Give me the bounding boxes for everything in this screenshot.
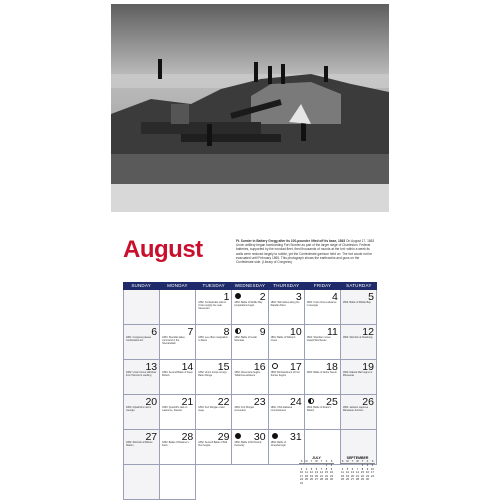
weekday-label: THURSDAY [273,283,300,288]
history-note: 1861: Battle of Wilson's Creek [270,336,296,342]
day-number: 18 [326,361,338,373]
mini-day: 6 [315,467,318,471]
month-title: August [123,236,203,263]
mini-weekday-label: S [300,460,303,463]
history-note: 1864: Battle of Globe Tavern [306,371,337,374]
mini-day: 21 [356,474,359,478]
day-notes [271,441,302,448]
mini-day: 28 [356,478,359,482]
day-cell [269,395,305,430]
day-cell [124,360,160,395]
day-cell [341,325,377,360]
mini-day: 11 [305,471,308,475]
day-number: 23 [253,396,266,408]
history-note: 1862: Union forces withdraw from Harrison's Landing [126,371,157,377]
moon-phase-icon [272,433,278,439]
mini-day: 30 [330,478,333,482]
empty-day-cell [160,290,196,325]
mini-day: 26 [346,478,349,482]
day-cell [196,360,232,395]
caption-title: Ft. Sumter in Battery Gregg after its 100-pounder lifted off its base, 1863 [236,239,346,243]
mini-day: 12 [310,471,313,475]
mini-calendars [299,456,375,494]
history-note: 1862: Battle of Richmond, Kentucky [234,441,262,447]
day-cell [232,430,268,465]
day-cell [232,395,268,430]
day-number: 29 [217,431,230,443]
empty-day-cell [124,290,160,325]
day-notes [307,406,338,413]
history-note: 1864: Second Battle of Deep Bottom [162,371,193,377]
mini-day: 28 [320,478,323,482]
day-number: 16 [253,361,266,373]
day-number: 20 [145,396,158,408]
day-cell [232,290,268,325]
mini-calendar-title: JULY [312,456,321,460]
mini-day: 24 [371,474,374,478]
mini-day: 20 [351,474,354,478]
weekday-label: SUNDAY [131,283,151,288]
moon-phase-icon [235,433,241,439]
day-number: 30 [253,431,266,443]
moon-phase-icon [235,328,241,334]
day-notes [126,371,157,378]
caption-credit: (Library of Congress) [262,260,292,265]
day-notes [307,371,338,375]
day-notes [234,371,265,378]
mini-day: 30 [366,478,369,482]
mini-day: 16 [366,471,369,475]
day-notes [343,406,374,413]
mini-day: 9 [330,467,333,471]
mini-weekday-label: M [346,460,349,463]
day-notes [343,301,374,305]
empty-day-cell [160,465,196,500]
day-number: 8 [223,326,230,338]
day-cell [160,430,196,465]
history-note: 1862: Battle of Cedar Mountain [234,336,258,342]
day-number: 2 [259,291,266,303]
photo-caption [236,239,376,264]
mini-day-grid [299,464,334,486]
history-note: 1864: Battle of Mobile Bay [342,301,371,304]
day-notes [126,406,157,413]
day-notes [162,406,193,413]
mini-day: 14 [356,471,359,475]
mini-day: 3 [371,464,374,467]
mini-weekday-label: F [325,460,328,463]
day-number: 7 [187,326,194,338]
day-notes [126,336,157,343]
history-note: 1864: Battle of Mobile Bay preparations begin [234,301,263,307]
day-cell [232,325,268,360]
day-number: 13 [145,361,158,373]
day-notes [198,406,229,413]
history-note: 1864: Fort Morgan under siege [198,406,225,412]
history-note: 1863: Rosecrans begins Tullahoma advance [234,371,261,377]
moon-phase-icon [308,398,314,404]
history-note: 1862: Jackson captures Manassas Junction [342,406,369,412]
day-cell [341,395,377,430]
day-notes [271,371,302,378]
day-number: 28 [181,431,194,443]
weekday-label: WEDNESDAY [234,283,266,288]
history-note: 1864: Battle of Ream's Station [306,406,331,412]
mini-calendar-title: SEPTEMBER [346,456,369,460]
historical-photo [111,4,389,212]
day-notes [198,336,229,343]
weekday-label: TUESDAY [202,283,225,288]
mini-day: 23 [330,474,333,478]
mini-day: 31 [300,481,303,485]
day-notes [198,371,229,378]
day-cell [341,290,377,325]
day-notes [343,336,374,340]
mini-day: 17 [300,474,303,478]
mini-weekday-label: S [371,460,374,463]
mini-day-grid [340,464,375,482]
mini-weekday-label: S [341,460,344,463]
day-notes [198,301,229,311]
mini-day: 13 [315,471,318,475]
empty-day-cell [124,465,160,500]
civil-war-fort-photo [111,4,389,212]
mini-day: 19 [346,474,349,478]
history-note: 1864: Skirmish at Strasburg [342,336,373,339]
day-notes [271,336,302,343]
day-notes [234,301,265,308]
day-notes [234,406,265,413]
day-cell [124,395,160,430]
mini-weekday-label: W [315,460,318,463]
mini-day: 9 [366,467,369,471]
history-note: 1862: Battle of Brawner's Farm [162,441,189,447]
weekday-label: FRIDAY [313,283,332,288]
day-cell [160,395,196,430]
day-cell [341,360,377,395]
mini-day: 19 [310,474,313,478]
day-number: 15 [217,361,230,373]
day-cell [305,395,341,430]
mini-weekday-label: T [310,460,313,463]
mini-day: 23 [366,474,369,478]
day-cell [160,325,196,360]
mini-day: 3 [300,467,303,471]
history-note: 1864: Union forces advance in Georgia [306,301,337,307]
mini-weekday-label: F [366,460,369,463]
day-cell [269,325,305,360]
history-note: 1862: Dakota War begins in Minnesota [342,371,373,377]
day-notes [271,406,302,413]
day-notes [234,336,265,343]
day-number: 22 [217,396,230,408]
mini-day: 8 [361,467,364,471]
mini-day: 5 [346,467,349,471]
day-notes [162,371,193,378]
history-note: 1864: Sheridan takes command in the Shenandoah [162,336,185,345]
day-notes [307,301,338,308]
mini-day: 27 [315,478,318,482]
mini-day: 29 [325,478,328,482]
day-cell [160,360,196,395]
mini-weekday-label: W [356,460,359,463]
day-cell [196,395,232,430]
day-notes [198,441,229,448]
mini-day: 11 [341,471,344,475]
mini-day: 4 [341,467,344,471]
day-number: 12 [362,326,374,338]
day-number: 27 [145,431,158,443]
day-cell [196,325,232,360]
mini-day: 16 [330,471,333,475]
mini-day: 20 [315,474,318,478]
mini-calendar [299,456,334,494]
mini-day: 18 [341,474,344,478]
history-note: 1862: Skirmishes along the Rapidan River [270,301,300,307]
history-note: 1864: Fort Morgan surrenders [234,406,255,412]
moon-phase-icon [272,363,278,369]
day-number: 24 [290,396,302,408]
mini-day: 10 [371,467,374,471]
mini-day: 22 [325,474,328,478]
history-note: 1864: Kilpatrick's raid in Georgia [126,406,152,412]
day-number: 19 [362,361,374,373]
day-notes [162,441,193,448]
day-notes [126,441,157,448]
day-number: 10 [290,326,302,338]
mini-day: 15 [325,471,328,475]
mini-day: 21 [320,474,323,478]
day-cell [269,290,305,325]
day-number: 14 [181,361,194,373]
mini-day: 6 [351,467,354,471]
day-cell [232,360,268,395]
history-note: 1862: Confederate raid on Union supply line near Stevenson [198,301,227,310]
mini-weekday-label: T [320,460,323,463]
mini-day: 25 [305,478,308,482]
day-number: 26 [362,396,374,408]
day-notes [271,301,302,308]
mini-day: 15 [361,471,364,475]
mini-weekday-label: M [305,460,308,463]
day-number: 25 [326,396,338,408]
day-cell [305,360,341,395]
weekday-label: SATURDAY [346,283,372,288]
day-number: 5 [368,291,374,303]
mini-weekday-label: S [330,460,333,463]
mini-day: 7 [356,467,359,471]
history-note: 1864: Sheridan moves toward Winchester [306,336,331,342]
mini-day: 24 [300,478,303,482]
mini-day: 17 [371,471,374,475]
day-notes [162,336,193,346]
history-note: 1862: Second Battle of Bull Run begins [198,441,228,447]
history-note: 1862: Union troops occupy Baton Rouge [198,371,227,377]
day-number: 17 [290,361,302,373]
history-note: 1863: Lee offers resignation to Davis [198,336,228,342]
mini-day: 12 [346,471,349,475]
day-notes [343,371,374,378]
mini-day: 5 [310,467,313,471]
mini-weekday-label: T [361,460,364,463]
day-number: 31 [290,431,302,443]
caption-body: On August 17, 1863 Union artillery began bombarding Fort Sumter as part of the larger siege of Charleston. Federal batteries, supported by the ironclad fleet, fired thousands of rounds at the fort; within a week its walls were reduced largely to rubble, yet the Confederate garrison held on. The fort would not be evacuated until February 1865. This photograph shows the earthworks and guns on the Confederate side. [236,239,375,265]
day-notes [307,336,338,343]
weekday-header [123,282,377,290]
day-cell [305,325,341,360]
day-number: 11 [326,326,338,338]
day-number: 6 [151,326,158,338]
day-number: 9 [259,326,266,338]
mini-day: 4 [305,467,308,471]
mini-day: 7 [320,467,323,471]
history-note: 1862: Skirmish at Bristoe Station [126,441,153,447]
weekday-label: MONDAY [167,283,188,288]
day-number: 3 [295,291,302,303]
mini-day: 2 [366,464,369,467]
day-cell [196,290,232,325]
history-note: 1864: Battle of Jonesborough [270,441,286,447]
history-note: 1862: CSS Alabama commissioned [270,406,293,412]
day-cell [196,430,232,465]
mini-day: 8 [325,467,328,471]
day-cell [124,325,160,360]
mini-day: 2 [330,464,333,467]
day-cell [269,360,305,395]
mini-day: 27 [351,478,354,482]
history-note: 1863: Quantrill's raid on Lawrence, Kansas [162,406,188,412]
mini-day: 29 [361,478,364,482]
mini-day: 1 [325,464,328,467]
mini-day: 25 [341,478,344,482]
mini-day: 1 [361,464,364,467]
mini-day: 22 [361,474,364,478]
mini-day: 14 [320,471,323,475]
mini-day: 10 [300,471,303,475]
day-cell [305,290,341,325]
day-number: 4 [332,291,338,303]
mini-calendar [340,456,375,494]
history-note: 1861: Congress passes Confiscation Act [126,336,152,342]
mini-day: 18 [305,474,308,478]
day-number: 21 [181,396,194,408]
day-cell [124,430,160,465]
moon-phase-icon [235,293,241,299]
mini-day: 26 [310,478,313,482]
mini-weekday-label: T [351,460,354,463]
day-number: 1 [223,291,230,303]
day-notes [234,441,265,448]
history-note: 1863: Bombardment of Fort Sumter begins [270,371,300,377]
mini-day: 13 [351,471,354,475]
